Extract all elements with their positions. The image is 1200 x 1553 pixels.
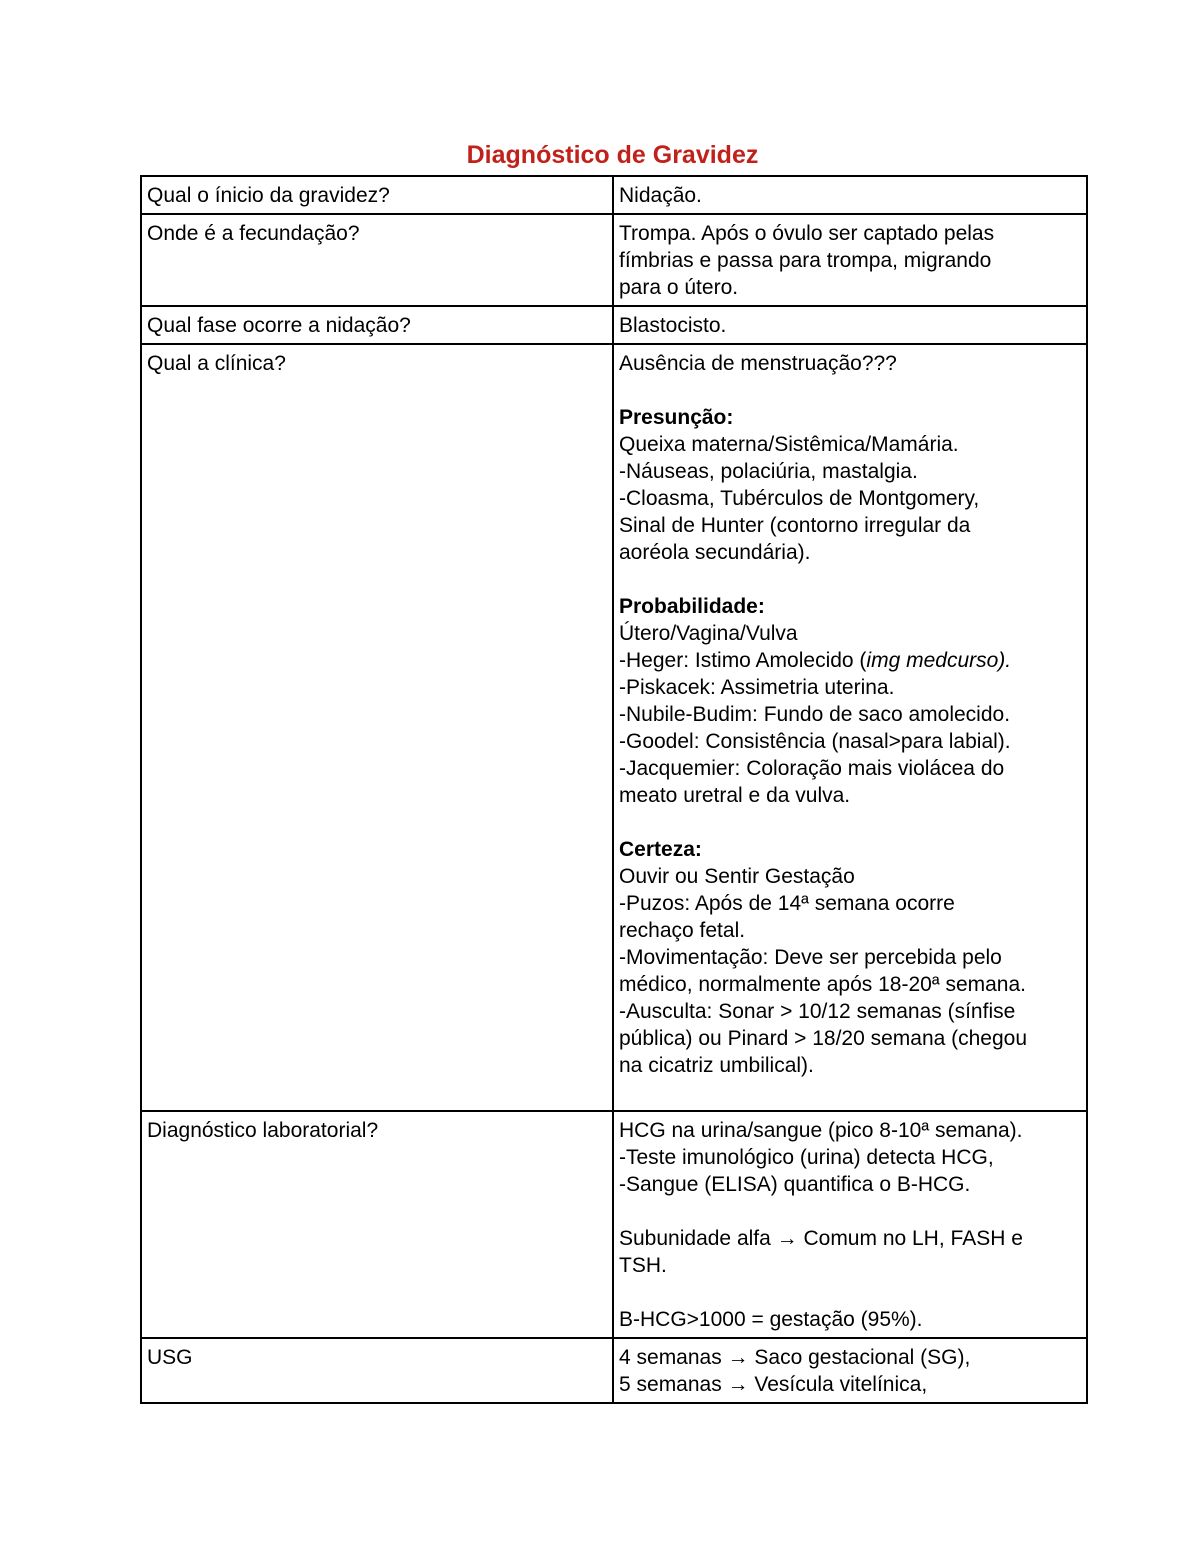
- answer-text: Blastocisto.: [619, 314, 727, 337]
- answer-line: -Piskacek: Assimetria uterina.: [619, 676, 895, 699]
- answer-cell: [613, 176, 1087, 214]
- question-text: Qual o ínicio da gravidez?: [147, 184, 390, 207]
- question-text: Qual a clínica?: [147, 352, 286, 375]
- question-cell: [141, 344, 613, 1111]
- answer-line: meato uretral e da vulva.: [619, 784, 851, 807]
- table-row: [141, 1111, 1087, 1338]
- table-row: [141, 176, 1087, 214]
- answer-line: -Nubile-Budim: Fundo de saco amolecido.: [619, 703, 1011, 726]
- answer-cell: [613, 1338, 1087, 1403]
- question-text: USG: [147, 1346, 193, 1369]
- answer-line: aoréola secundária).: [619, 541, 811, 564]
- spacer: [619, 1279, 1081, 1306]
- answer-line: TSH.: [619, 1254, 667, 1277]
- answer-cell: [613, 306, 1087, 344]
- answer-line: médico, normalmente após 18-20ª semana.: [619, 973, 1026, 996]
- answer-line: Útero/Vagina/Vulva: [619, 622, 798, 645]
- answer-line: -Puzos: Após de 14ª semana ocorre: [619, 892, 955, 915]
- question-cell: [141, 1111, 613, 1338]
- section-heading-certeza: Certeza:: [619, 838, 702, 861]
- page-title: Diagnóstico de Gravidez: [466, 141, 759, 169]
- answer-line: para o útero.: [619, 276, 739, 299]
- question-text: Qual fase ocorre a nidação?: [147, 314, 411, 337]
- question-text: Diagnóstico laboratorial?: [147, 1119, 379, 1142]
- spacer: [619, 377, 1081, 404]
- answer-text: -Heger: Istimo Amolecido (: [619, 649, 867, 672]
- answer-cell: [613, 1111, 1087, 1338]
- question-text: Onde é a fecundação?: [147, 222, 360, 245]
- question-cell: [141, 214, 613, 306]
- answer-line: -Goodel: Consistência (nasal>para labial).: [619, 730, 1011, 753]
- answer-line: -Náuseas, polaciúria, mastalgia.: [619, 460, 918, 483]
- answer-cell: [613, 214, 1087, 306]
- answer-line: 4 semanas → Saco gestacional (SG),: [619, 1346, 971, 1369]
- table-row: [141, 1338, 1087, 1403]
- question-cell: [141, 1338, 613, 1403]
- spacer: [619, 809, 1081, 836]
- answer-line: [619, 647, 1081, 674]
- answer-line: -Jacquemier: Coloração mais violácea do: [619, 757, 1005, 780]
- answer-cell: [613, 344, 1087, 1111]
- answer-line: Queixa materna/Sistêmica/Mamária.: [619, 433, 959, 456]
- answer-line: -Ausculta: Sonar > 10/12 semanas (sínfise: [619, 1000, 1016, 1023]
- answer-line: rechaço fetal.: [619, 919, 746, 942]
- answer-text: Nidação.: [619, 184, 702, 207]
- answer-line: B-HCG>1000 = gestação (95%).: [619, 1308, 923, 1331]
- spacer: [619, 566, 1081, 593]
- table-row: [141, 344, 1087, 1111]
- answer-line: Ouvir ou Sentir Gestação: [619, 865, 855, 888]
- answer-line: pública) ou Pinard > 18/20 semana (chegou: [619, 1027, 1028, 1050]
- question-cell: [141, 306, 613, 344]
- answer-line: Subunidade alfa → Comum no LH, FASH e: [619, 1227, 1023, 1250]
- answer-line: -Sangue (ELISA) quantifica o B-HCG.: [619, 1173, 971, 1196]
- italic-reference: img medcurso).: [866, 649, 1012, 672]
- answer-line: Trompa. Após o óvulo ser captado pelas: [619, 222, 995, 245]
- answer-line: HCG na urina/sangue (pico 8-10ª semana).: [619, 1119, 1023, 1142]
- answer-line: -Movimentação: Deve ser percebida pelo: [619, 946, 1002, 969]
- answer-line: na cicatriz umbilical).: [619, 1054, 814, 1077]
- question-cell: [141, 176, 613, 214]
- answer-line: fímbrias e passa para trompa, migrando: [619, 249, 992, 272]
- answer-line: -Teste imunológico (urina) detecta HCG,: [619, 1146, 994, 1169]
- answer-line: 5 semanas → Vesícula vitelínica,: [619, 1373, 928, 1396]
- spacer: [619, 1198, 1081, 1225]
- answer-line: -Cloasma, Tubérculos de Montgomery,: [619, 487, 980, 510]
- section-heading-probabilidade: Probabilidade:: [619, 595, 765, 618]
- answer-line: Sinal de Hunter (contorno irregular da: [619, 514, 971, 537]
- table-row: [141, 306, 1087, 344]
- qa-table: [140, 175, 1088, 1404]
- answer-line: Ausência de menstruação???: [619, 352, 897, 375]
- table-row: [141, 214, 1087, 306]
- section-heading-presuncao: Presunção:: [619, 406, 734, 429]
